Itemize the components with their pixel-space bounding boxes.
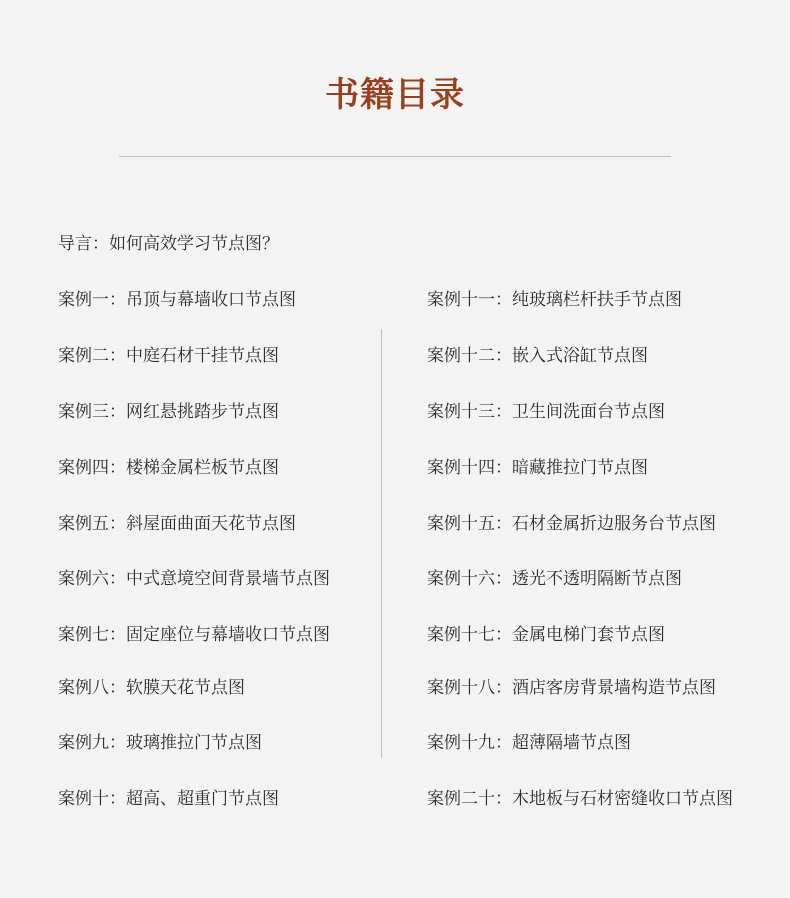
- toc-item: 案例二十：木地板与石材密缝收口节点图: [427, 789, 733, 809]
- toc-item: 案例十三：卫生间洗面台节点图: [427, 402, 665, 422]
- toc-item: 案例十四：暗藏推拉门节点图: [427, 458, 648, 478]
- toc-item: 案例十一：纯玻璃栏杆扶手节点图: [427, 290, 682, 310]
- intro-entry: 导言：如何高效学习节点图？: [58, 234, 279, 254]
- toc-item: 案例十九：超薄隔墙节点图: [427, 733, 631, 753]
- toc-item: 案例十：超高、超重门节点图: [58, 789, 279, 809]
- title-divider: [119, 156, 671, 157]
- toc-item: 案例二：中庭石材干挂节点图: [58, 346, 279, 366]
- toc-item: 案例十六：透光不透明隔断节点图: [427, 569, 682, 589]
- toc-item: 案例六：中式意境空间背景墙节点图: [58, 569, 330, 589]
- toc-item: 案例十二：嵌入式浴缸节点图: [427, 346, 648, 366]
- toc-item: 案例十八：酒店客房背景墙构造节点图: [427, 678, 716, 698]
- toc-item: 案例三：网红悬挑踏步节点图: [58, 402, 279, 422]
- toc-item: 案例十七：金属电梯门套节点图: [427, 625, 665, 645]
- toc-item: 案例九：玻璃推拉门节点图: [58, 733, 262, 753]
- toc-item: 案例四：楼梯金属栏板节点图: [58, 458, 279, 478]
- toc-item: 案例十五：石材金属折边服务台节点图: [427, 514, 716, 534]
- toc-item: 案例八：软膜天花节点图: [58, 678, 245, 698]
- toc-item: 案例七：固定座位与幕墙收口节点图: [58, 625, 330, 645]
- toc-item: 案例五：斜屋面曲面天花节点图: [58, 514, 296, 534]
- column-divider: [381, 329, 382, 758]
- page-title: 书籍目录: [325, 75, 465, 115]
- toc-item: 案例一：吊顶与幕墙收口节点图: [58, 290, 296, 310]
